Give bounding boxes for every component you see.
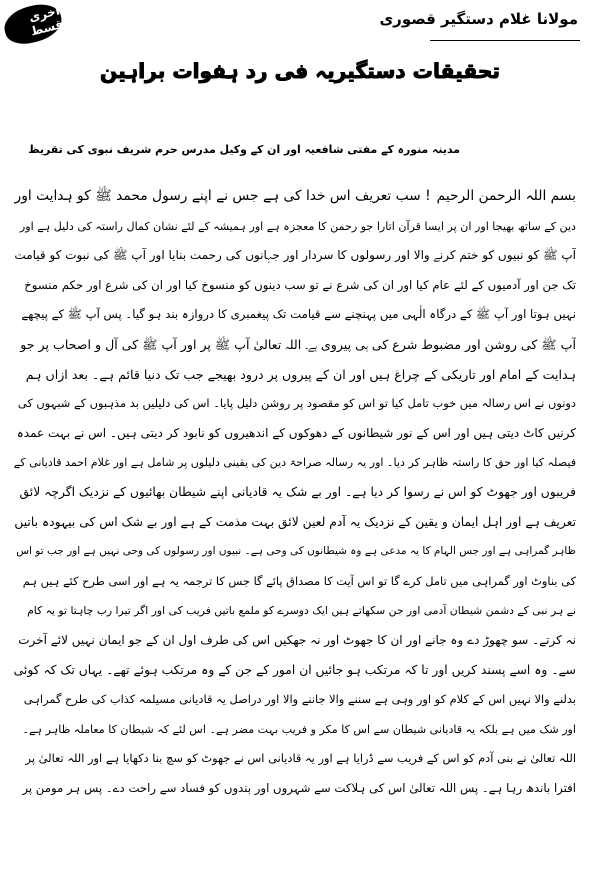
section-heading: مدینہ منورہ کے مفتی شافعیہ اور ان کے وکیل مدرس حرم شریف نبوی کی تقریظ bbox=[28, 143, 460, 156]
body-line-3: آپ ﷺ کو نبیوں کو ختم کرنے والا اور رسولوں کا سردار اور جہانوں کی رحمت بنایا اور آپ ﷺ کی نبوت کو قیامت bbox=[14, 248, 576, 263]
body-line-20: اللہ تعالیٰ نے بنی آدم کو اس کے فریب سے ڈرایا ہے اور یہ قادیانی اس نے جھوٹ کو سچ بنا دکھایا ہے اور اللہ تعالیٰ پر bbox=[25, 751, 576, 766]
page-header bbox=[0, 0, 590, 48]
body-line-17: سے۔ وہ اسے پسند کریں اور تا کہ مرتکب ہو جائیں ان امور کے جن کے وہ مرتکب ہوئے تھے۔ یہاں تک کہ کوئی bbox=[14, 662, 576, 677]
installment-badge bbox=[1, 0, 66, 48]
body-line-1 bbox=[14, 182, 576, 212]
body-line-4: تک جن اور آدمیوں کے لئے عام کیا اور ان کی شرع نے تو سب دینوں کو منسوخ کیا اور ان کی شرع اور حکم منسوخ bbox=[24, 277, 576, 292]
installment-badge-label: آخری قسط bbox=[27, 3, 65, 39]
body-line-16: نہ کرتے۔ سو چھوڑ دے وہ جانے اور ان کا جھوٹ اور نہ جھکیں اس کی طرف اول ان کے جو ایمان نہیں لائے آخرت bbox=[18, 632, 576, 647]
article-title-banner bbox=[100, 44, 500, 98]
body-line-21: افترا باندھ رہا ہے۔ پس اللہ تعالیٰ اس کی ہلاکت سے شہروں اور بندوں کو فساد سے راحت دے۔ پس ہر مومن پر bbox=[22, 780, 576, 795]
body-line-8: دونوں نے اس رسالہ میں خوب تامل کیا تو اس کو مقصود پر روشن دلیل پایا۔ اس کی دلیلیں بد مذہبوں کے شبہوں کی bbox=[17, 396, 576, 411]
author-underline bbox=[430, 40, 580, 41]
body-line-12: تعریف ہے اور اہل ایمان و یقین کے نزدیک یہ آدم لعین لائق بہت مذمت کے ہے اور بے شک اس کی بیہودہ باتیں bbox=[14, 514, 576, 529]
body-line-15: نے ہر نبی کے دشمن شیطان آدمی اور جن سکھاتے ہیں ایک دوسرے کو ملمع باتیں فریب کی اور اگر تیرا رب چاہتا تو یہ کام bbox=[27, 604, 576, 618]
bismillah: بسم اللہ الرحمن الرحیم bbox=[436, 188, 576, 204]
article-title: تحقیقات دستگیریہ فی رد ہفوات براہین bbox=[100, 59, 500, 83]
body-line-6: آپ ﷺ کی روشن اور مضبوط شرع کی ہی پیروی ہے۔ اللہ تعالیٰ آپ ﷺ پر اور آپ ﷺ کی آل و اصحاب پر جو bbox=[20, 336, 576, 352]
body-line-10: فیصلہ کیا اور حق کا راستہ ظاہر کر دیا۔ اور یہ رسالہ صراحۃ دین کی یقینی دلیلوں پر شامل ہے اور غلام احمد قادیانی کے bbox=[14, 456, 576, 470]
body-line-11: فریبوں اور جھوٹ کو اس نے رسوا کر دیا ہے۔ اور بے شک یہ قادیانی اپنے شیطان بھائیوں کے نزدیک اگرچہ لائق bbox=[19, 484, 576, 499]
body-line-14: کی بناوٹ اور گمراہی میں تامل کرے گا تو اس آیت کا مصداق پائے گا جس کا ترجمہ یہ ہے اور اسی طرح کئے ہیں ہم bbox=[22, 573, 576, 588]
body-line-13: ظاہر گمراہی ہے اور جس الہام کا یہ مدعی ہے وہ شیطانوں کی وحی ہے۔ نبیوں اور رسولوں کی وحی نہیں ہے اور جب تو اس bbox=[16, 545, 576, 558]
body-line-7: ہدایت کے امام اور تاریکی کے چراغ ہیں اور ان کے پیروں پر درود بھیجے جب تک دنیا قائم ہے۔ بعد ازاں ہم bbox=[25, 366, 576, 382]
author-name: مولانا غلام دستگیر قصوری bbox=[379, 10, 578, 28]
body-line-2: دین کے ساتھ بھیجا اور ان پر ایسا قرآن اتارا جو رحمن کا معجزہ ہے اور ہمیشہ کے لئے نشان کمال راستہ کی دلیل ہے اور bbox=[19, 219, 576, 233]
body-line-19: اور شک میں ہے بلکہ یہ قادیانی شیطان سے اس کا مکر و فریب بہت مضر ہے۔ اس لئے کہ شیطان کا معاملہ ظاہر ہے۔ bbox=[22, 722, 576, 736]
body-line-18: بدلنے والا نہیں اس کے کلام کو اور وہی ہے سننے والا جاننے والا اور دراصل یہ قادیانی مسیلمہ کذاب کی طرح گمراہی bbox=[23, 692, 576, 707]
body-line-1-text: ! سب تعریف اس خدا کی ہے جس نے اپنے رسول محمد ﷺ کو ہدایت اور bbox=[14, 188, 431, 204]
body-line-5: نہیں ہوتا اور آپ ﷺ کے درگاہ الٰہی میں پہنچنے سے قیامت تک پیغمبری کا دروازہ بند ہو گیا۔ پس آپ ﷺ کے پیچھے bbox=[21, 307, 576, 322]
article-body bbox=[14, 182, 576, 803]
body-line-9: کرنیں کاٹ دیتی ہیں اور اس کے نور شیطانوں کے دھوکوں کے اندھیروں کو نابود کر دیتی ہیں۔ اس نے بہت عمدہ bbox=[16, 425, 576, 440]
